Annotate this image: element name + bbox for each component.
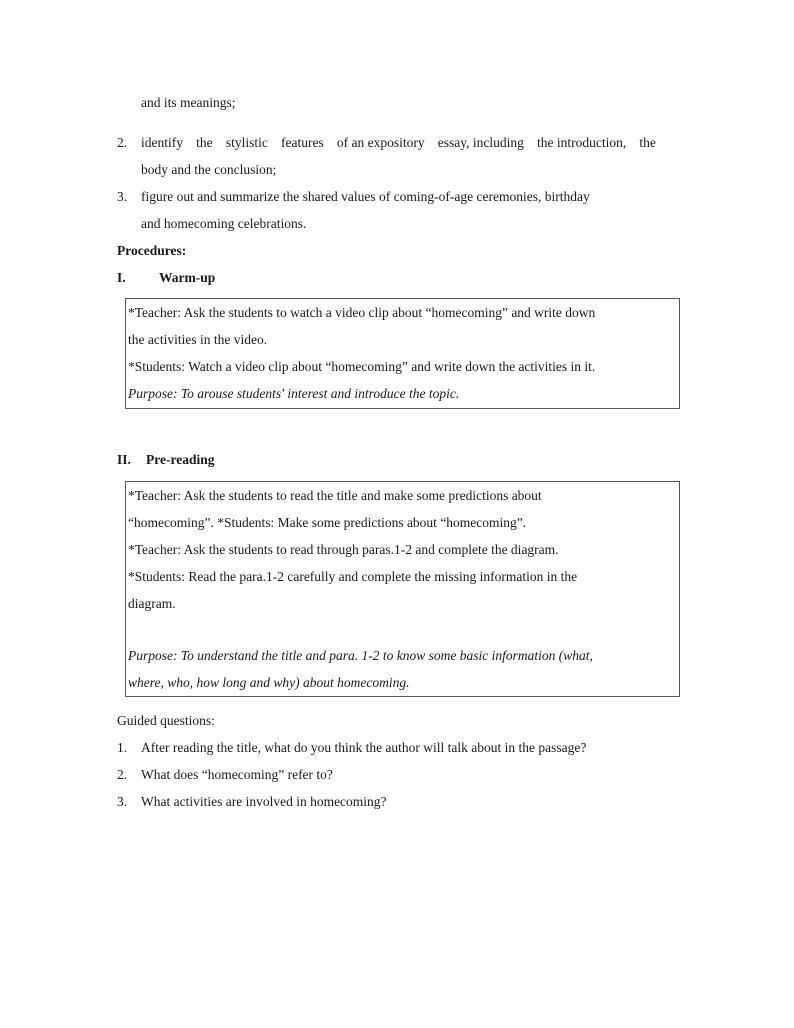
procedures-heading: Procedures: [117, 243, 187, 258]
pre-reading-purpose: where, who, how long and why) about homecoming. [128, 675, 410, 690]
objective-3-number: 3. [117, 189, 128, 204]
word: of an expository [336, 135, 425, 150]
pre-reading-line: “homecoming”. *Students: Make some predictions about “homecoming”. [128, 515, 527, 530]
pre-reading-box [125, 481, 680, 697]
section-1-title: Warm-up [159, 270, 216, 285]
pre-reading-line: *Students: Read the para.1-2 carefully and complete the missing information in the [128, 569, 578, 584]
guided-question-number: 2. [117, 767, 128, 782]
word: identify [141, 135, 183, 150]
guided-questions-label: Guided questions: [117, 713, 215, 728]
pre-reading-line: *Teacher: Ask the students to read through paras.1-2 and complete the diagram. [128, 542, 559, 557]
objective-3-line2: and homecoming celebrations. [141, 216, 307, 231]
section-1-number: I. [117, 270, 126, 285]
warm-up-box [125, 298, 680, 409]
word: the [196, 135, 213, 150]
blank-line [128, 617, 679, 642]
word: the [639, 135, 656, 150]
section-2-number: II. [117, 452, 131, 467]
word: the introduction, [537, 135, 627, 150]
word: stylistic [225, 135, 268, 150]
pre-reading-purpose: Purpose: To understand the title and para. 1-2 to know some basic information (what, [128, 648, 593, 663]
guided-question-number: 3. [117, 794, 128, 809]
guided-question-number: 1. [117, 740, 128, 755]
guided-question-text: What activities are involved in homecoming? [141, 794, 387, 809]
warm-up-line: the activities in the video. [128, 332, 268, 347]
pre-reading-line: diagram. [128, 596, 176, 611]
word: essay, including [437, 135, 524, 150]
objective-1-continuation: and its meanings; [141, 95, 236, 110]
objective-2-number: 2. [117, 135, 128, 150]
warm-up-purpose: Purpose: To arouse students' interest and introduce the topic. [128, 386, 460, 401]
warm-up-line: *Teacher: Ask the students to watch a video clip about “homecoming” and write down [128, 305, 596, 320]
objective-2-line1 [141, 129, 656, 156]
word: features [280, 135, 324, 150]
warm-up-line: *Students: Watch a video clip about “homecoming” and write down the activities in it. [128, 359, 596, 374]
guided-question-text: What does “homecoming” refer to? [141, 767, 333, 782]
objective-3-line1: figure out and summarize the shared values of coming-of-age ceremonies, birthday [141, 189, 590, 204]
objective-2-line2: body and the conclusion; [141, 162, 277, 177]
section-2-title: Pre-reading [146, 452, 215, 467]
pre-reading-line: *Teacher: Ask the students to read the title and make some predictions about [128, 488, 542, 503]
guided-question-text: After reading the title, what do you think the author will talk about in the passage? [141, 740, 587, 755]
